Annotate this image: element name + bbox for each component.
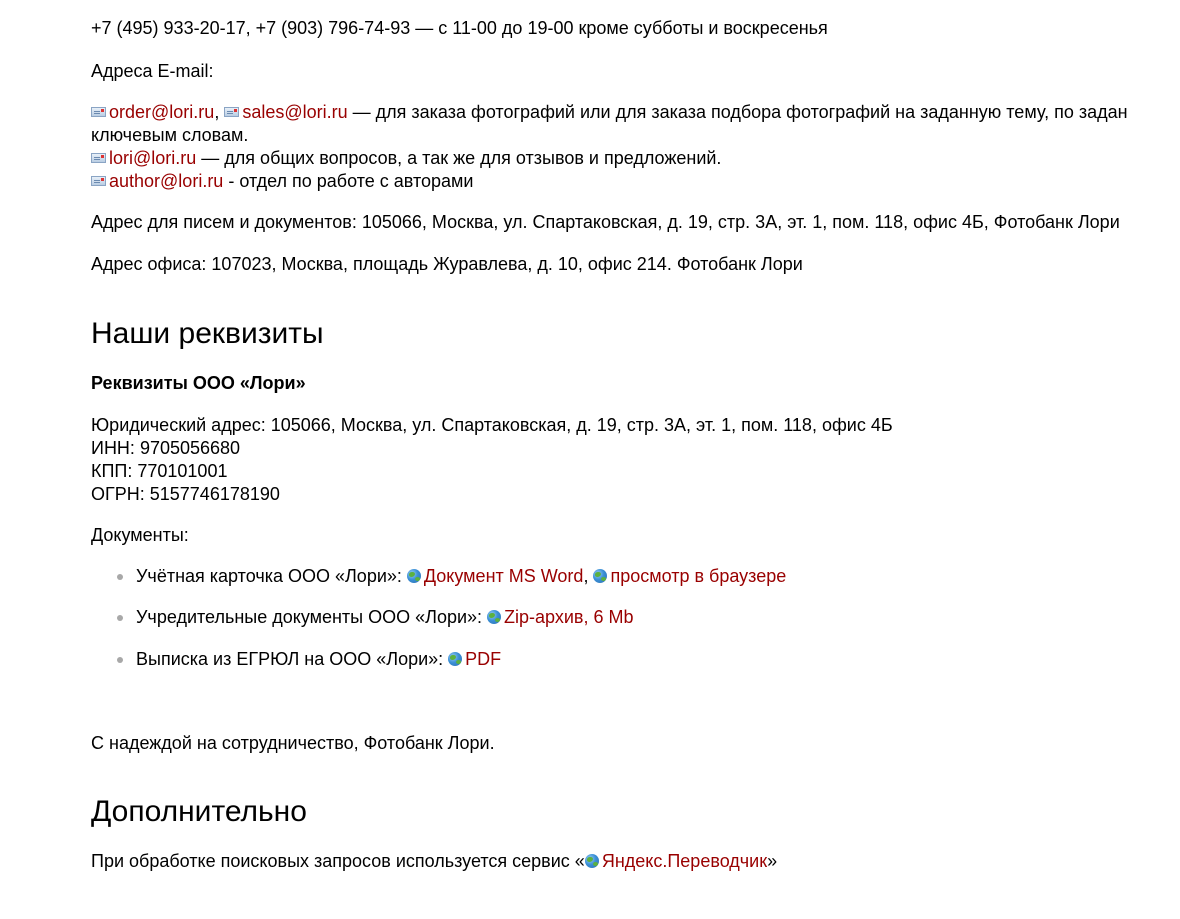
pdf-link[interactable]: PDF bbox=[448, 649, 501, 669]
documents-label: Документы: bbox=[91, 525, 189, 545]
document-item: Учётная карточка ООО «Лори»: Документ MS Word, просмотр в браузере bbox=[89, 565, 786, 588]
document-item: Выписка из ЕГРЮЛ на ООО «Лори»: PDF bbox=[89, 648, 786, 671]
mail-icon bbox=[91, 107, 106, 117]
email-link-order[interactable]: order@lori.ru bbox=[91, 102, 214, 122]
bullet-icon bbox=[117, 615, 123, 621]
requisites-heading: Наши реквизиты bbox=[91, 317, 324, 350]
zip-archive-link[interactable]: Zip-архив, 6 Mb bbox=[487, 607, 633, 627]
requisites-details bbox=[91, 414, 893, 506]
email-link-sales[interactable]: sales@lori.ru bbox=[224, 102, 347, 122]
browser-view-link[interactable]: просмотр в браузере bbox=[593, 566, 786, 586]
document-item: Учредительные документы ООО «Лори»: Zip-архив, 6 Mb bbox=[89, 606, 786, 629]
globe-icon bbox=[487, 610, 501, 624]
bullet-icon bbox=[117, 657, 123, 663]
globe-icon bbox=[593, 569, 607, 583]
email-link-lori[interactable]: lori@lori.ru bbox=[91, 148, 196, 168]
bullet-icon bbox=[117, 574, 123, 580]
emails-heading: Адреса E-mail: bbox=[91, 61, 214, 81]
mail-address: Адрес для писем и документов: 105066, Москва, ул. Спартаковская, д. 19, стр. 3А, эт. 1, пом. 118, офис 4Б, Фотобанк Лори bbox=[91, 212, 1120, 232]
phones-line: +7 (495) 933-20-17, +7 (903) 796-74-93 — с 11-00 до 19-00 кроме субботы и воскресенья bbox=[91, 18, 828, 38]
ms-word-link[interactable]: Документ MS Word bbox=[407, 566, 584, 586]
globe-icon bbox=[585, 854, 599, 868]
ogrn: ОГРН: 5157746178190 bbox=[91, 484, 280, 504]
emails-block bbox=[91, 101, 1128, 193]
email-line-order: order@lori.ru, sales@lori.ru — для заказа фотографий или для заказа подбора фотографий на заданную тему, по задан bbox=[91, 101, 1128, 124]
mail-icon bbox=[91, 176, 106, 186]
closing-text: С надеждой на сотрудничество, Фотобанк Лори. bbox=[91, 733, 495, 753]
mail-icon bbox=[91, 153, 106, 163]
email-line-lori bbox=[91, 147, 1128, 170]
additional-heading: Дополнительно bbox=[91, 795, 307, 828]
lori-description: — для общих вопросов, а так же для отзывов и предложений. bbox=[196, 148, 722, 168]
author-description: - отдел по работе с авторами bbox=[223, 171, 474, 191]
office-address: Адрес офиса: 107023, Москва, площадь Журавлева, д. 10, офис 214. Фотобанк Лори bbox=[91, 254, 803, 274]
email-link-author[interactable]: author@lori.ru bbox=[91, 171, 223, 191]
order-description-cont: ключевым словам. bbox=[91, 125, 249, 145]
inn: ИНН: 9705056680 bbox=[91, 438, 241, 458]
translator-note: При обработке поисковых запросов используется сервис « Яндекс.Переводчик» bbox=[91, 851, 778, 871]
globe-icon bbox=[407, 569, 421, 583]
kpp: КПП: 770101001 bbox=[91, 461, 228, 481]
yandex-translator-link[interactable]: Яндекс.Переводчик bbox=[585, 851, 767, 871]
order-description: — для заказа фотографий или для заказа подбора фотографий на заданную тему, по задан bbox=[347, 102, 1128, 122]
legal-address: Юридический адрес: 105066, Москва, ул. Спартаковская, д. 19, стр. 3А, эт. 1, пом. 118, офис 4Б bbox=[91, 415, 893, 435]
globe-icon bbox=[448, 652, 462, 666]
requisites-subheading: Реквизиты ООО «Лори» bbox=[91, 373, 306, 393]
mail-icon bbox=[224, 107, 239, 117]
documents-list bbox=[89, 565, 786, 671]
email-line-author bbox=[91, 170, 1128, 193]
